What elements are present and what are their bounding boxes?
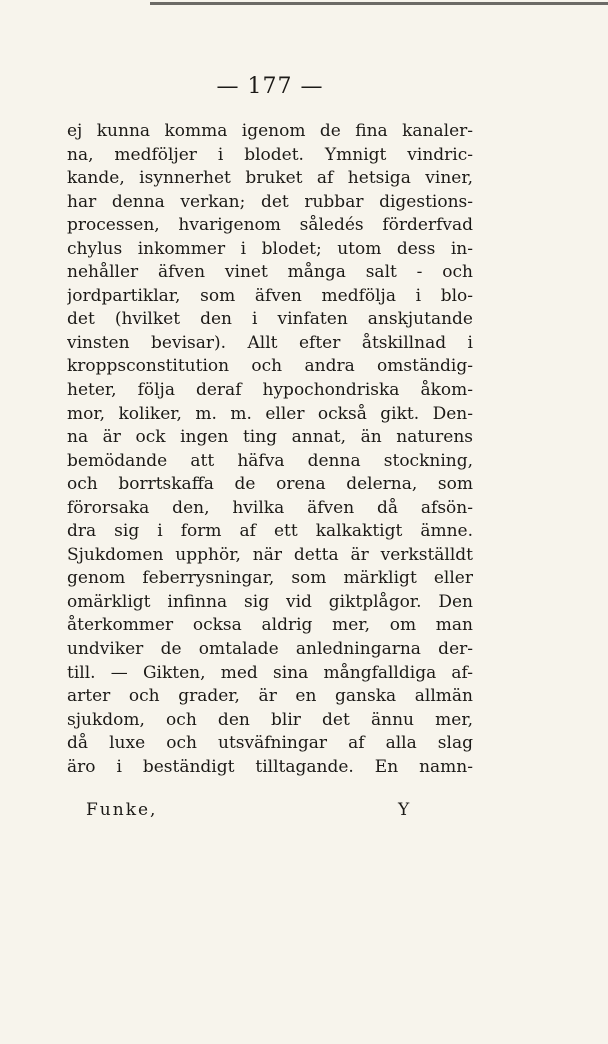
text-line: till. — Gikten, med sina mångfalldiga af- <box>67 662 473 683</box>
text-line: äro i beständigt tilltagande. En namn- <box>67 756 473 777</box>
footer-signature: Funke, <box>86 800 158 820</box>
text-line: chylus inkommer i blodet; utom dess in- <box>67 238 473 259</box>
text-line: har denna verkan; det rubbar digestions- <box>67 191 473 212</box>
page-number: — 177 — <box>216 74 324 99</box>
text-line: då luxe och utsväfningar af alla slag <box>67 733 473 754</box>
text-line: kande, isynnerhet bruket af hetsiga viner, <box>67 168 473 189</box>
text-line: det (hvilket den i vinfaten anskjutande <box>67 309 473 330</box>
text-line: omärkligt infinna sig vid giktplågor. Den <box>67 591 473 612</box>
text-line: processen, hvarigenom såledés förderfvad <box>67 215 473 236</box>
text-line: nehåller äfven vinet många salt - och <box>67 262 473 283</box>
text-line: undviker de omtalade anledningarna der- <box>67 639 473 660</box>
text-line: vinsten bevisar). Allt efter åtskillnad i <box>67 332 473 353</box>
text-line: genom feberrysningar, som märkligt eller <box>67 568 473 589</box>
text-line: Sjukdomen upphör, när detta är verkställdt <box>67 544 473 565</box>
text-line: heter, följa deraf hypochondriska åkom- <box>67 380 473 401</box>
text-line: na, medföljer i blodet. Ymnigt vindric- <box>67 144 473 165</box>
text-line: dra sig i form af ett kalkaktigt ämne. <box>67 521 473 542</box>
text-line: kroppsconstitution och andra omständig- <box>67 356 473 377</box>
text-line: ej kunna komma igenom de fina kanaler- <box>67 121 473 141</box>
text-line: återkommer ocksa aldrig mer, om man <box>67 615 473 636</box>
body-text <box>67 120 473 779</box>
text-line: sjukdom, och den blir det ännu mer, <box>67 709 473 730</box>
text-line: arter och grader, är en ganska allmän <box>67 686 473 707</box>
text-line: och borrtskaffa de orena delerna, som <box>67 474 473 495</box>
text-line: na är ock ingen ting annat, än naturens <box>67 427 473 448</box>
text-line: förorsaka den, hvilka äfven då afsön- <box>67 497 473 518</box>
text-line: mor, koliker, m. m. eller också gikt. Den- <box>67 403 473 424</box>
footer-signature-mark: Y <box>398 800 410 820</box>
text-line: jordpartiklar, som äfven medfölja i blo- <box>67 285 473 306</box>
text-line: bemödande att häfva denna stockning, <box>67 450 473 471</box>
